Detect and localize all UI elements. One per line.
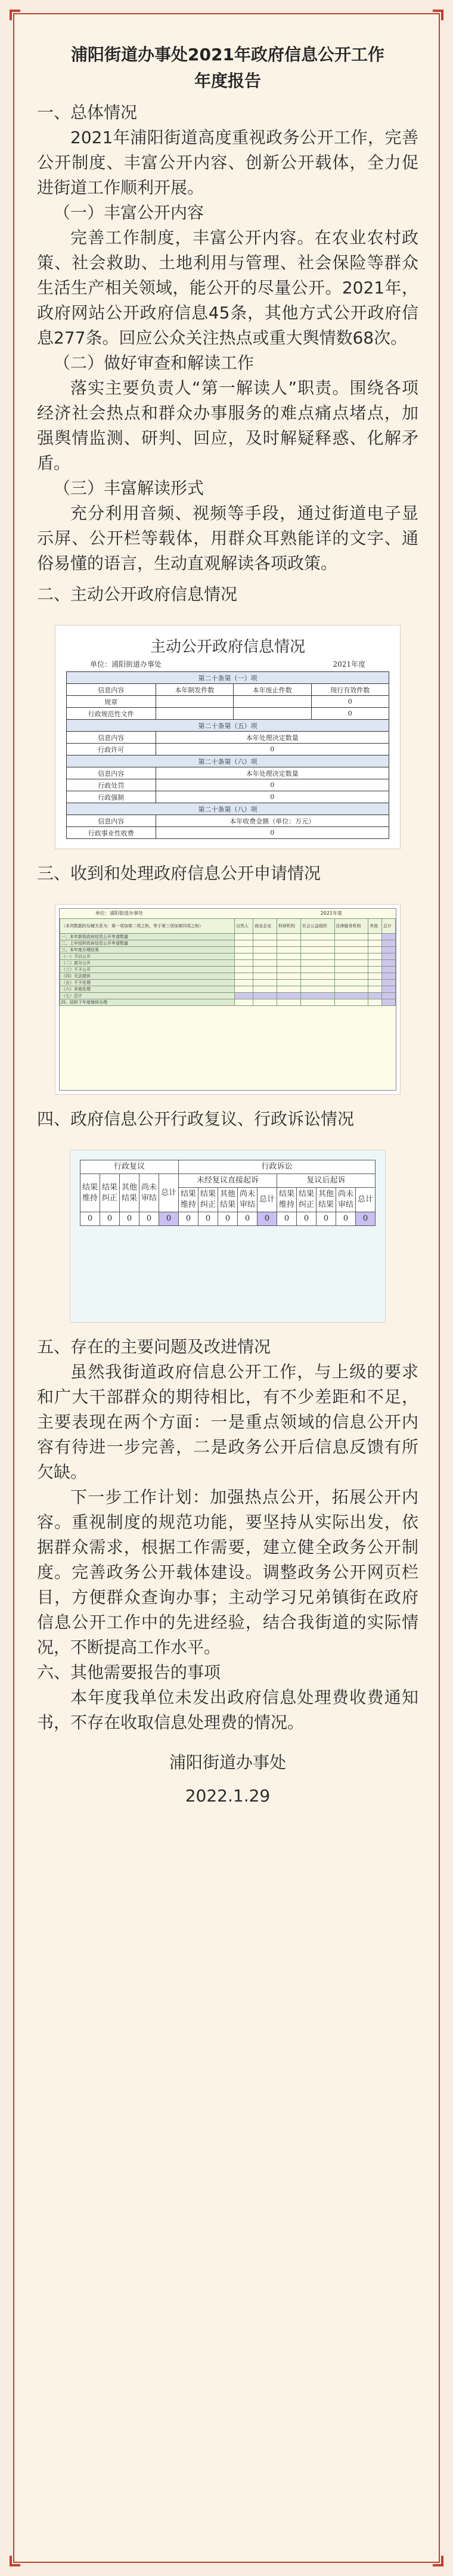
report-date: 2022.1.29 <box>185 1786 271 1806</box>
table-cell <box>300 934 334 940</box>
row-label: 一、本年新收政府信息公开申请数量 <box>60 934 235 940</box>
table-cell <box>234 708 311 720</box>
table-cell: 行政事业性收费 <box>67 827 156 839</box>
table-cell <box>277 960 301 967</box>
review-litigation-table <box>80 1160 376 1226</box>
table-cell <box>300 953 334 960</box>
table-cell: 0 <box>80 1212 100 1226</box>
table-cell <box>382 980 396 986</box>
table-cell: 0 <box>356 1212 376 1226</box>
paragraph: 虽然我街道政府信息公开工作，与上级的要求和广大干部群众的期待相比，有不少差距和不足，主要表现在两个方面：一是重点领域的信息公开内容有待进一步完善，二是政务公开后信息反馈有所欠缺。 <box>37 1362 418 1482</box>
table-cell: 0 <box>238 1212 257 1226</box>
table-cell <box>277 967 301 973</box>
table-cell <box>382 934 396 940</box>
table-cell <box>368 967 382 973</box>
table-cell <box>334 980 368 986</box>
table-cell <box>300 999 334 1006</box>
table-cell <box>300 980 334 986</box>
table-cell <box>368 940 382 947</box>
paragraph: 2021年浦阳街道高度重视政务公开工作，完善公开制度、丰富公开内容、创新公开载体，全力促进街道工作顺利开展。 <box>37 128 418 197</box>
table-cell: 0 <box>336 1212 356 1226</box>
column-header: 未经复议直接起诉 <box>179 1174 277 1188</box>
table-cell <box>334 973 368 980</box>
table-year: 2021年度 <box>333 660 365 668</box>
table-cell <box>382 999 396 1006</box>
table-row <box>60 993 396 999</box>
unit-value: 浦阳街道办事处 <box>111 660 162 668</box>
frame-corner <box>10 10 20 20</box>
table-row <box>60 973 396 980</box>
table-cell <box>382 947 396 953</box>
column-header: 结果纠正 <box>297 1188 317 1212</box>
table-row <box>60 934 396 940</box>
table-cell <box>334 934 368 940</box>
table-row <box>60 967 396 973</box>
table-cell <box>277 940 301 947</box>
column-header: 结果维持 <box>277 1188 297 1212</box>
column-header: 其他结果 <box>120 1174 139 1212</box>
table-cell <box>234 947 253 953</box>
row-label: （二）部分公开 <box>60 960 235 967</box>
subsection-heading: （一）丰富公开内容 <box>54 203 204 222</box>
table-cell <box>234 999 253 1006</box>
column-header: 信息内容 <box>67 767 156 779</box>
table-section-header: 第二十条第（一）项 <box>67 672 389 684</box>
table-cell: 0 <box>156 791 389 803</box>
table-cell <box>334 940 368 947</box>
table-cell <box>382 967 396 973</box>
column-header: 自然人 <box>234 919 253 934</box>
table-cell <box>300 960 334 967</box>
row-label: （一）予以公开 <box>60 953 235 960</box>
column-header: 信息内容 <box>67 732 156 744</box>
column-header: 本年处理决定数量 <box>156 732 389 744</box>
section-heading: 六、其他需要报告的事项 <box>37 1662 221 1682</box>
table-cell <box>382 986 396 993</box>
column-header: 其他结果 <box>317 1188 336 1212</box>
table-cell <box>382 953 396 960</box>
table-cell: 行政规范性文件 <box>67 708 156 720</box>
column-header: 本年制发件数 <box>156 684 233 696</box>
applications-table-image <box>55 904 401 1095</box>
table-cell <box>234 960 253 967</box>
table-section-header: 第二十条第（五）项 <box>67 720 389 732</box>
table-cell <box>253 999 277 1006</box>
paragraph: 本年度我单位未发出政府信息处理费收费通知书，不存在收取信息处理费的情况。 <box>37 1688 418 1732</box>
table-cell <box>277 993 301 999</box>
table-cell: 行政许可 <box>67 744 156 756</box>
table-cell <box>234 967 253 973</box>
column-header: 总计 <box>356 1188 376 1212</box>
table-cell: 0 <box>156 779 389 791</box>
column-header: 结果维持 <box>179 1188 198 1212</box>
subsection-heading: （三）丰富解读形式 <box>54 478 204 498</box>
table-cell <box>368 980 382 986</box>
table-cell <box>368 934 382 940</box>
column-header: 结果纠正 <box>100 1174 120 1212</box>
table-cell <box>334 967 368 973</box>
proactive-disclosure-table <box>66 671 389 839</box>
table-cell <box>253 934 277 940</box>
table-cell <box>368 953 382 960</box>
table-cell <box>334 999 368 1006</box>
table-cell <box>382 960 396 967</box>
column-header: 商业企业 <box>253 919 277 934</box>
paragraph: 落实主要负责人“第一解读人”职责。围绕各项经济社会热点和群众办事服务的难点痛点堵点，加强舆情监测、研判、回应，及时解疑释惑、化解矛盾。 <box>37 378 418 473</box>
table-cell <box>277 947 301 953</box>
sheet-unit: 单位：浦阳街道办事处 <box>95 911 143 916</box>
table-cell <box>277 934 301 940</box>
table-cell: 0 <box>311 708 389 720</box>
table-row <box>67 827 389 839</box>
row-label: （三）不予公开 <box>60 967 235 973</box>
table-cell <box>253 960 277 967</box>
unit-label: 单位： <box>90 660 112 668</box>
table-cell: 规章 <box>67 696 156 708</box>
column-header: 总计 <box>257 1188 277 1212</box>
table-row <box>60 999 396 1006</box>
frame-corner <box>433 2556 443 2566</box>
title-line-1: 浦阳街道办事处2021年政府信息公开工作 <box>71 45 384 64</box>
column-header: 社会公益组织 <box>300 919 334 934</box>
table-row <box>67 744 389 756</box>
column-header: 结果维持 <box>80 1174 100 1212</box>
signer: 浦阳街道办事处 <box>169 1753 286 1772</box>
table-row <box>60 980 396 986</box>
table-cell <box>300 973 334 980</box>
table-cell <box>368 999 382 1006</box>
table-cell <box>334 960 368 967</box>
table-cell <box>368 986 382 993</box>
frame-corner <box>433 10 443 20</box>
table-cell <box>334 953 368 960</box>
table-cell: 0 <box>159 1212 179 1226</box>
table-row <box>60 960 396 967</box>
table-cell: 0 <box>218 1212 238 1226</box>
table-cell: 行政强制 <box>67 791 156 803</box>
column-header: 法律服务机构 <box>334 919 368 934</box>
table-cell: 0 <box>257 1212 277 1226</box>
section-heading: 二、主动公开政府信息情况 <box>37 584 238 604</box>
column-header: 本年收费金额（单位：万元） <box>156 815 389 827</box>
table-cell <box>234 696 311 708</box>
table-cell <box>300 947 334 953</box>
column-header: 信息内容 <box>67 815 156 827</box>
row-label: （五）不予处理 <box>60 980 235 986</box>
table-row <box>60 986 396 993</box>
table-cell <box>234 934 253 940</box>
row-label: （四）无法提供 <box>60 973 235 980</box>
row-label: （六）其他处理 <box>60 986 235 993</box>
report-content <box>37 42 418 1809</box>
table-cell: 0 <box>277 1212 297 1226</box>
table-cell <box>277 973 301 980</box>
table-row <box>60 940 396 947</box>
table-cell <box>277 999 301 1006</box>
table-cell <box>253 967 277 973</box>
table-cell <box>277 953 301 960</box>
table-header-row <box>60 919 396 934</box>
paragraph: 完善工作制度，丰富公开内容。在农业农村政策、社会救助、土地利用与管理、社会保险等群众生活生产相关领域，能公开的尽量公开。2021年，政府网站公开政府信息45条，其他方式公开政府信息277条。回应公众关注热点或重大舆情数68次。 <box>37 228 418 348</box>
paragraph: 充分利用音频、视频等手段，通过街道电子显示屏、公开栏等载体，用群众耳熟能详的文字、通俗易懂的语言，生动直观解读各项政策。 <box>37 503 418 573</box>
column-header: 总计 <box>159 1174 179 1212</box>
table-cell: 0 <box>120 1212 139 1226</box>
table-row <box>80 1212 376 1226</box>
table-cell: 0 <box>156 744 389 756</box>
table-cell: 0 <box>179 1212 198 1226</box>
column-header: 信息内容 <box>67 684 156 696</box>
applications-table <box>60 918 396 1006</box>
section-heading: 五、存在的主要问题及改进情况 <box>37 1337 271 1357</box>
subsection-heading: （二）做好审查和解读工作 <box>54 353 255 373</box>
table-cell: 0 <box>156 827 389 839</box>
table-cell <box>156 708 233 720</box>
column-header: 本年处理决定数量 <box>156 767 389 779</box>
table-cell <box>334 993 368 999</box>
table-row <box>60 953 396 960</box>
title-line-2: 年度报告 <box>194 71 261 91</box>
row-label: 三、本年度办理结果 <box>60 947 235 953</box>
section-heading: 三、收到和处理政府信息公开申请情况 <box>37 863 321 883</box>
column-header: 尚未审结 <box>336 1188 356 1212</box>
column-header: 科研机构 <box>277 919 301 934</box>
table-cell: 行政处罚 <box>67 779 156 791</box>
table-cell: 0 <box>317 1212 336 1226</box>
table-cell <box>253 973 277 980</box>
table-cell <box>234 953 253 960</box>
table-cell <box>253 953 277 960</box>
table-section-header: 第二十条第（八）项 <box>67 803 389 815</box>
table-cell <box>382 993 396 999</box>
row-label: （七）总计 <box>60 993 235 999</box>
table-cell <box>334 986 368 993</box>
column-header: 行政复议 <box>80 1160 179 1174</box>
table-cell <box>300 940 334 947</box>
table-cell <box>300 986 334 993</box>
table-cell <box>234 973 253 980</box>
column-header: 复议后起诉 <box>277 1174 376 1188</box>
table-cell <box>234 986 253 993</box>
table-cell <box>277 986 301 993</box>
table-cell <box>300 967 334 973</box>
table-cell <box>334 947 368 953</box>
frame-corner <box>10 2556 20 2566</box>
column-header: 行政诉讼 <box>179 1160 376 1174</box>
row-label: 二、上年结转政府信息公开申请数量 <box>60 940 235 947</box>
column-header: 总计 <box>382 919 396 934</box>
table-cell <box>300 993 334 999</box>
table-row <box>60 947 396 953</box>
table-row <box>67 708 389 720</box>
table-cell <box>368 973 382 980</box>
paragraph: 下一步工作计划：加强热点公开，拓展公开内容。重视制度的规范功能，要坚持从实际出发，依据群众需求，根据工作需要，建立健全政务公开制度。完善政务公开载体建设。调整政务公开网页栏目，方便群众查询办事；主动学习兄弟镇街在政府信息公开工作中的先进经验，结合我街道的实际情况，不断提高工作水平。 <box>37 1487 418 1657</box>
table-row <box>67 779 389 791</box>
row-label: 四、结转下年度继续办理 <box>60 999 235 1006</box>
column-header: 现行有效件数 <box>311 684 389 696</box>
proactive-disclosure-table-image <box>55 625 401 849</box>
table-cell <box>253 940 277 947</box>
table-cell <box>234 993 253 999</box>
table-cell <box>382 940 396 947</box>
table-cell: 0 <box>100 1212 120 1226</box>
column-header: 尚未审结 <box>238 1188 257 1212</box>
table-section-header: 第二十条第（六）项 <box>67 756 389 767</box>
table-cell <box>368 960 382 967</box>
column-header: 其他结果 <box>218 1188 238 1212</box>
section-heading: 一、总体情况 <box>37 103 138 122</box>
table-unit-row <box>66 658 389 671</box>
table-cell <box>277 980 301 986</box>
table-cell <box>156 696 233 708</box>
table-cell <box>234 980 253 986</box>
column-header: 结果纠正 <box>198 1188 218 1212</box>
column-header: （本列数据的勾稽关系为：第一项加第二项之和，等于第三项加第四项之和） <box>60 919 235 934</box>
sheet-top-row <box>60 909 396 918</box>
section-heading: 四、政府信息公开行政复议、行政诉讼情况 <box>37 1109 355 1129</box>
report-title <box>37 42 418 94</box>
sheet-year: 2021年度 <box>320 911 342 916</box>
table-title: 主动公开政府信息情况 <box>150 638 305 656</box>
applications-sheet <box>59 908 396 1091</box>
table-cell: 0 <box>297 1212 317 1226</box>
table-row <box>67 791 389 803</box>
column-header: 尚未审结 <box>139 1174 159 1212</box>
table-cell <box>368 947 382 953</box>
table-cell: 0 <box>139 1212 159 1226</box>
table-cell <box>382 973 396 980</box>
table-cell <box>253 947 277 953</box>
table-cell <box>253 986 277 993</box>
table-cell: 0 <box>311 696 389 708</box>
table-cell <box>234 940 253 947</box>
review-litigation-table-image <box>70 1150 386 1323</box>
column-header: 本年废止件数 <box>234 684 311 696</box>
column-header: 其他 <box>368 919 382 934</box>
table-cell: 0 <box>198 1212 218 1226</box>
table-cell <box>253 980 277 986</box>
table-row <box>67 696 389 708</box>
table-cell <box>368 993 382 999</box>
table-cell <box>253 993 277 999</box>
